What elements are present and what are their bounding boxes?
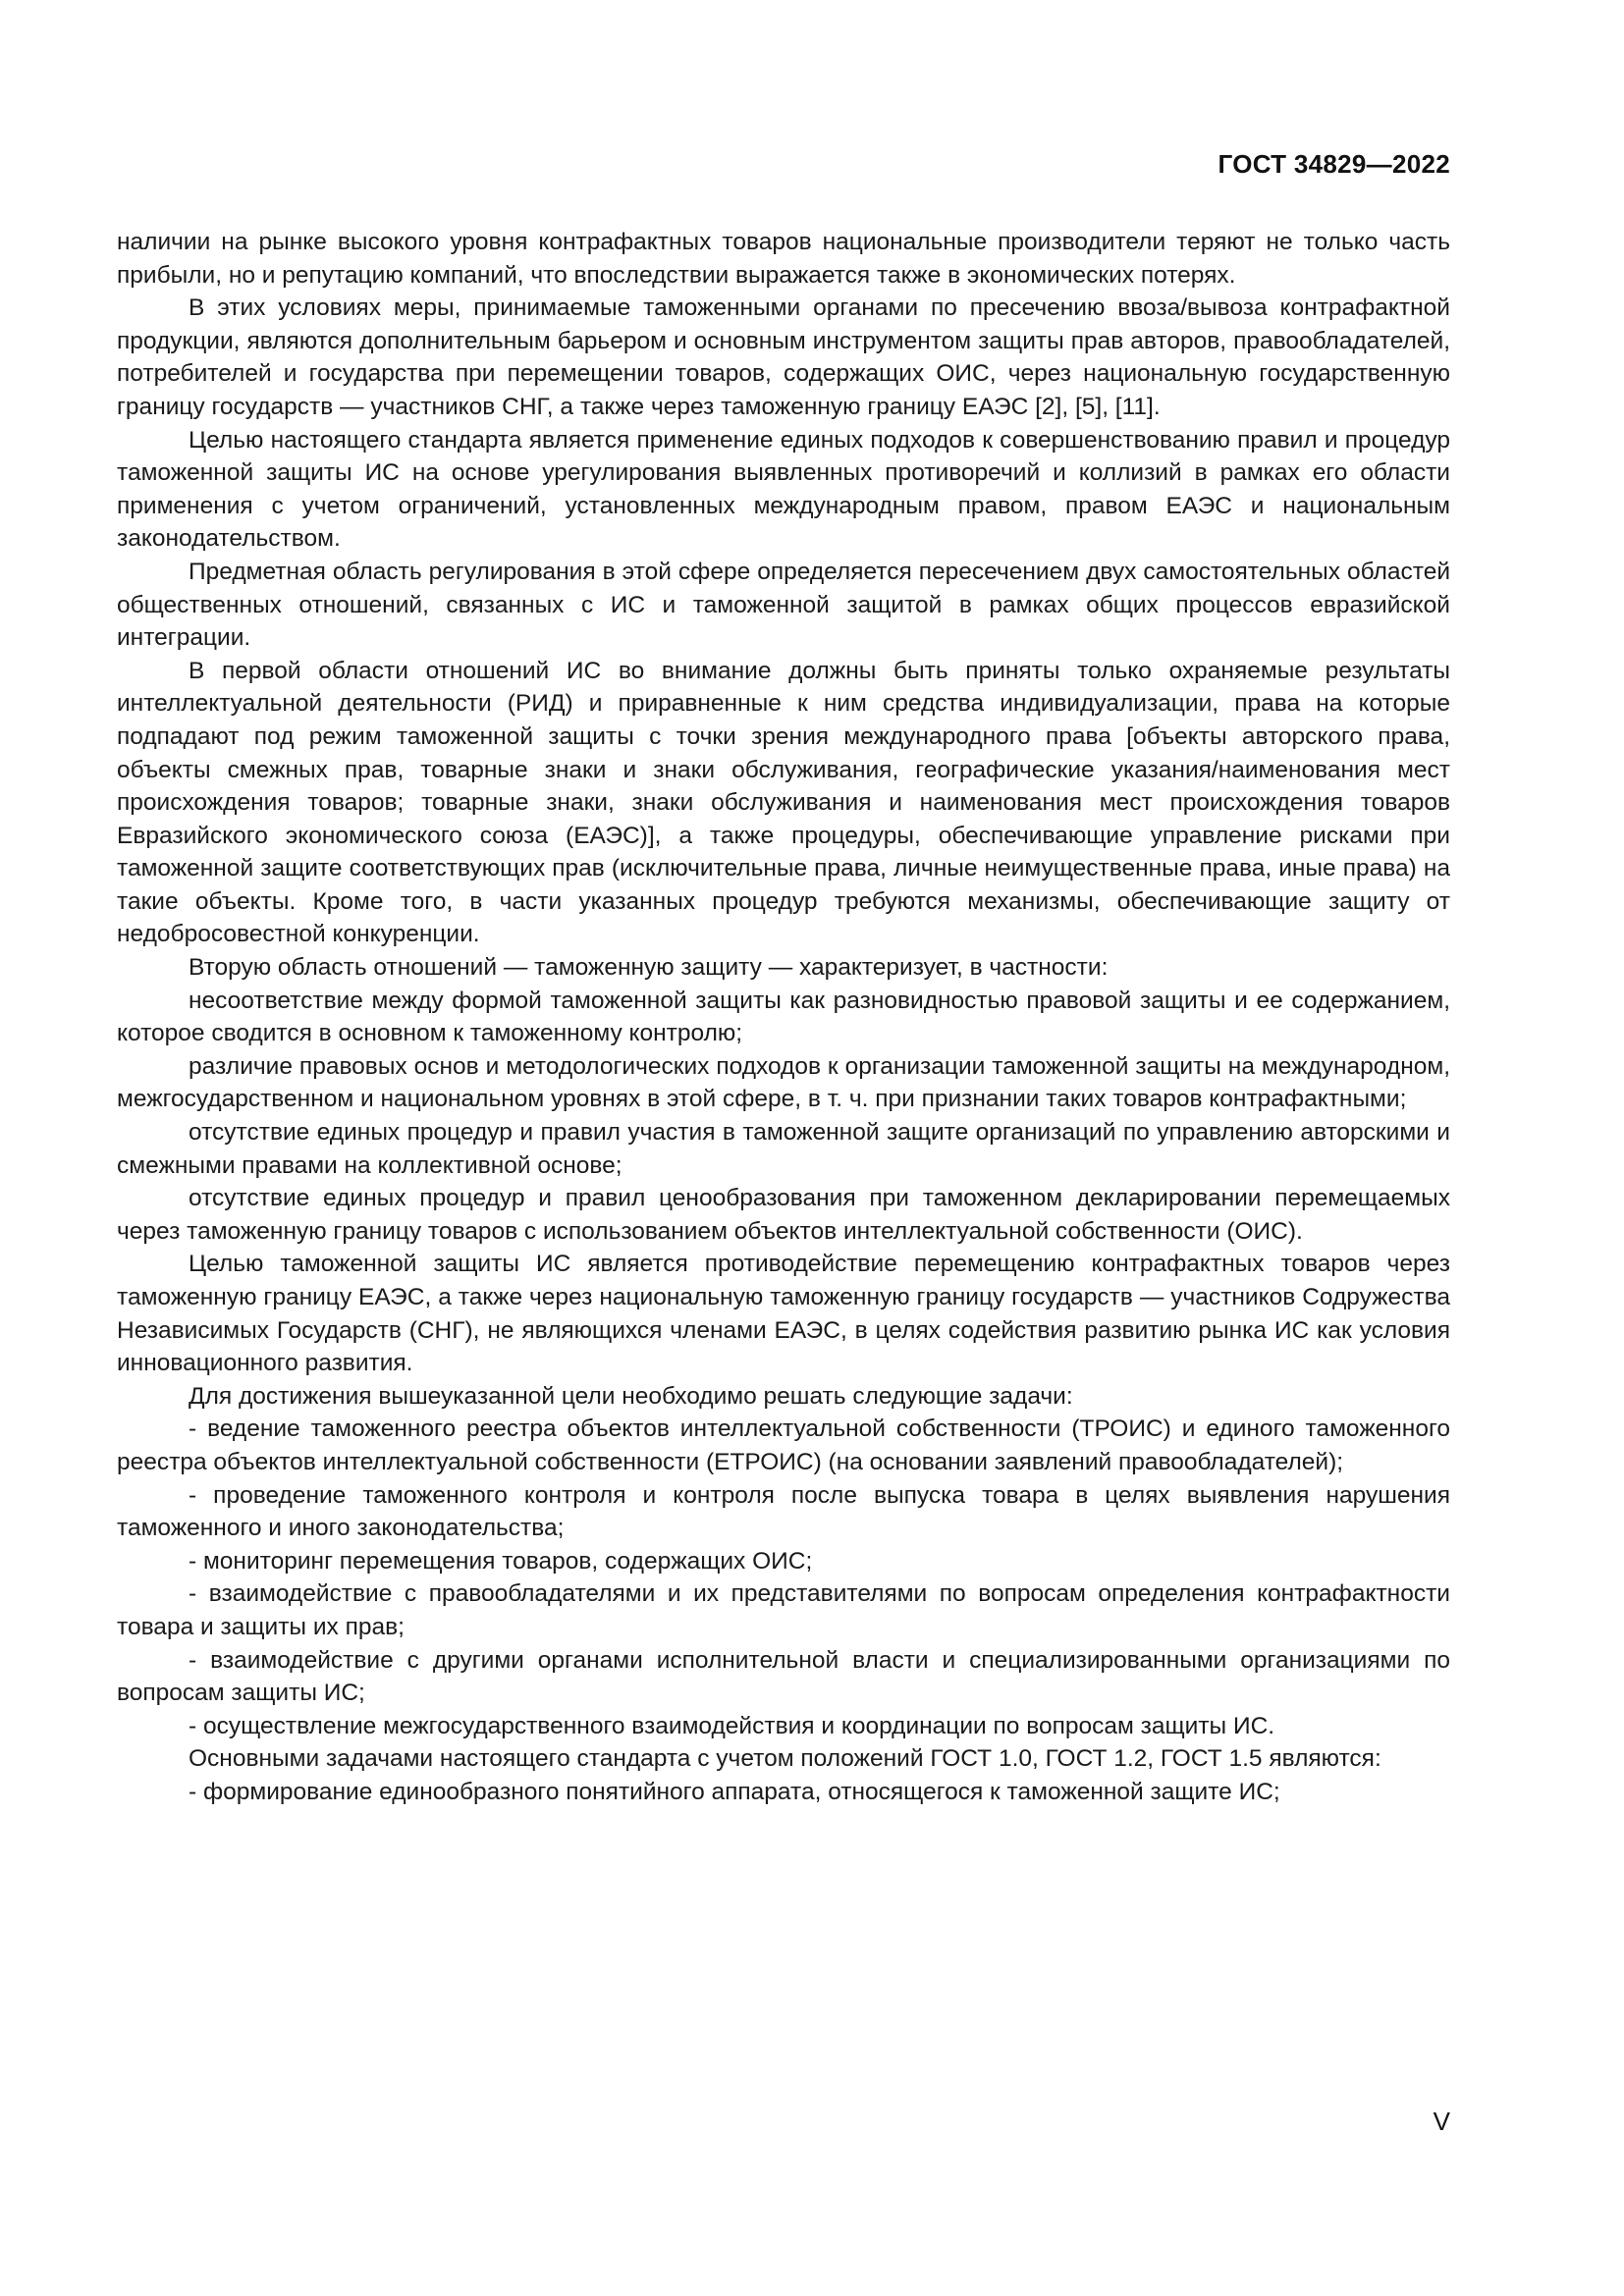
paragraph-10: отсутствие единых процедур и правил ценообразования при таможенном декларировании перемещаемых через таможенную границу товаров с использованием объектов интеллектуальной собственности (ОИС). <box>117 1185 1450 1245</box>
paragraph-4: Предметная область регулирования в этой сфере определяется пересечением двух самостоятельных областей общественных отношений, связанных с ИС и таможенной защитой в рамках общих процессов евразийской интеграции. <box>117 558 1450 652</box>
paragraph-5: В первой области отношений ИС во внимание должны быть приняты только охраняемые результаты интеллектуальной деятельности (РИД) и приравненные к ним средства индивидуализации, права на которые подпадают под режим таможенной защиты с точки зрения международного права [объекты авторского права, объекты смежных прав, товарные знаки и знаки обслуживания, географические указания/наименования мест происхождения товаров; товарные знаки, знаки обслуживания и наименования мест происхождения товаров Евразийского экономического союза (ЕАЭС)], а также процедуры, обеспечивающие управление рисками при таможенной защите соответствующих прав (исключительные права, личные неимущественные права, иные права) на такие объекты. Кроме того, в части указанных процедур требуются механизмы, обеспечивающие защиту от недобросовестной конкуренции. <box>117 657 1450 948</box>
paragraph-6: Вторую область отношений — таможенную защиту — характеризует, в частности: <box>189 954 1109 982</box>
paragraph-2: В этих условиях меры, принимаемые таможенными органами по пресечению ввоза/вывоза контрафактной продукции, являются дополнительным барьером и основным инструментом защиты прав авторов, правообладателей, потребителей и государства при перемещении товаров, содержащих ОИС, через национальную государственную границу государств — участников СНГ, а также через таможенную границу ЕАЭС [2], [5], [11]. <box>117 294 1450 420</box>
list-item-2: - проведение таможенного контроля и контроля после выпуска товара в целях выявления нарушения таможенного и иного законодательства; <box>117 1481 1450 1542</box>
body-text <box>117 226 1450 1809</box>
page-number: V <box>1433 2107 1450 2136</box>
list-item-1: - ведение таможенного реестра объектов интеллектуальной собственности (ТРОИС) и единого таможенного реестра объектов интеллектуальной собственности (ЕТРОИС) (на основании заявлений правообладателей); <box>117 1415 1450 1475</box>
paragraph-1: наличии на рынке высокого уровня контрафактных товаров национальные производители теряют не только часть прибыли, но и репутацию компаний, что впоследствии выражается также в экономических потерях. <box>117 229 1450 289</box>
paragraph-13: Основными задачами настоящего стандарта с учетом положений ГОСТ 1.0, ГОСТ 1.2, ГОСТ 1.5 являются: <box>189 1745 1381 1773</box>
paragraph-12: Для достижения вышеуказанной цели необходимо решать следующие задачи: <box>189 1382 1073 1410</box>
list-item-7: - формирование единообразного понятийного аппарата, относящегося к таможенной защите ИС; <box>189 1778 1280 1805</box>
list-item-4: - взаимодействие с правообладателями и их представителями по вопросам определения контрафактности товара и защиты их прав; <box>117 1580 1450 1640</box>
paragraph-8: различие правовых основ и методологических подходов к организации таможенной защиты на международном, межгосударственном и национальном уровнях в этой сфере, в т. ч. при признании таких товаров контрафактными; <box>117 1052 1450 1113</box>
list-item-6: - осуществление межгосударственного взаимодействия и координации по вопросам защиты ИС. <box>189 1712 1275 1739</box>
list-item-5: - взаимодействие с другими органами исполнительной власти и специализированными организациями по вопросам защиты ИС; <box>117 1646 1450 1707</box>
paragraph-3: Целью настоящего стандарта является применение единых подходов к совершенствованию правил и процедур таможенной защиты ИС на основе урегулирования выявленных противоречий и коллизий в рамках его области применения с учетом ограничений, установленных международным правом, правом ЕАЭС и национальным законодательством. <box>117 426 1450 553</box>
paragraph-7: несоответствие между формой таможенной защиты как разновидностью правовой защиты и ее содержанием, которое сводится в основном к таможенному контролю; <box>117 987 1450 1047</box>
paragraph-9: отсутствие единых процедур и правил участия в таможенной защите организаций по управлению авторскими и смежными правами на коллективной основе; <box>117 1119 1450 1179</box>
running-header-standard-id: ГОСТ 34829—2022 <box>1218 149 1450 179</box>
list-item-3: - мониторинг перемещения товаров, содержащих ОИС; <box>189 1547 813 1575</box>
paragraph-11: Целью таможенной защиты ИС является противодействие перемещению контрафактных товаров через таможенную границу ЕАЭС, а также через национальную таможенную границу государств — участников Содружества Независимых Государств (СНГ), не являющихся членами ЕАЭС, в целях содействия развитию рынка ИС как условия инновационного развития. <box>117 1251 1450 1377</box>
